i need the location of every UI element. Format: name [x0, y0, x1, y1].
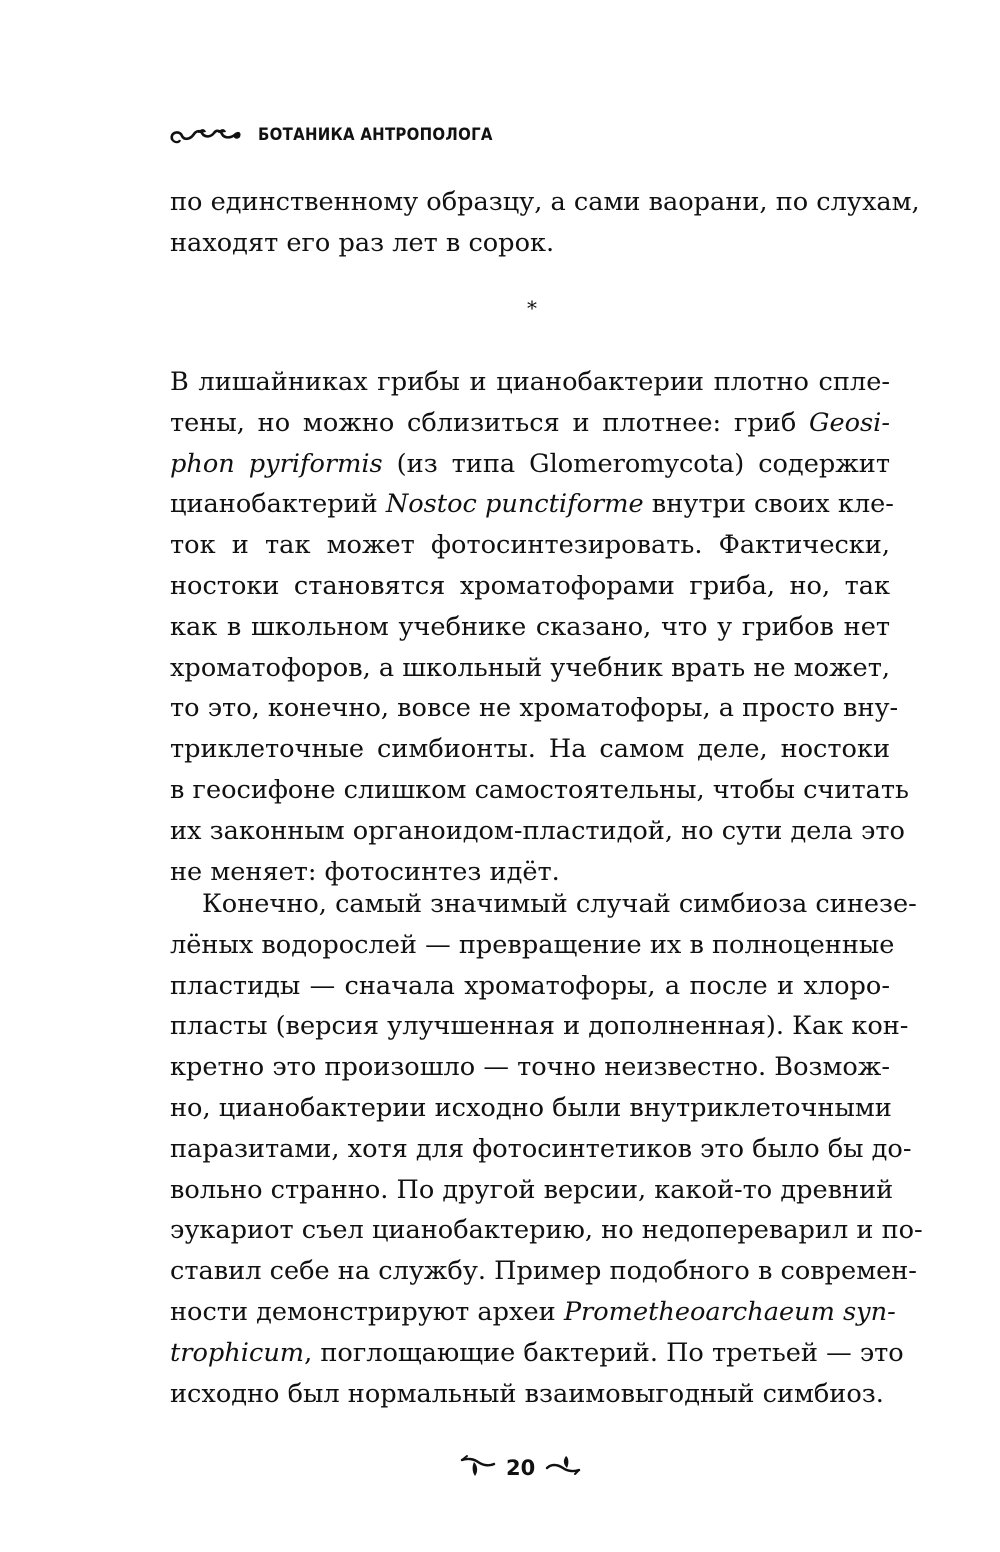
text-line: как в школьном учебнике сказано, что у грибов нет: [170, 611, 890, 642]
sprout-left-icon: [460, 1454, 496, 1482]
text-line: вольно странно. По другой версии, какой-то древний: [170, 1174, 894, 1205]
latin-species-name: Prometheoarchaeum syn-: [563, 1296, 896, 1327]
text-line: их законным органоидом-пластидой, но сути дела это: [170, 815, 905, 846]
page-folio: [460, 1454, 581, 1482]
section-break: *: [527, 296, 537, 320]
latin-species-name: trophicum: [170, 1337, 305, 1368]
paragraph-plastids: [170, 884, 923, 1414]
text-line: ности демонстрируют археи Prometheoarchaeum syn-: [170, 1296, 896, 1327]
text-line: лёных водорослей — превращение их в полноценные: [170, 929, 895, 960]
text-line: хроматофоров, а школьный учебник врать не может,: [170, 652, 890, 683]
latin-species-name: Geosi-: [809, 407, 890, 438]
text-line: в геосифоне слишком самостоятельны, чтобы считать: [170, 774, 909, 805]
text-line: то это, конечно, вовсе не хроматофоры, а просто вну-: [170, 693, 899, 724]
vine-flourish-icon: [168, 124, 244, 146]
paragraph-lichens: [170, 362, 909, 892]
page-number: 20: [506, 1456, 536, 1480]
text-line: trophicum, поглощающие бактерий. По третьей — это: [170, 1337, 904, 1368]
text-line: ток и так может фотосинтезировать. Фактически,: [170, 530, 890, 561]
running-head-title: БОТАНИКА АНТРОПОЛОГА: [258, 125, 493, 145]
running-head: [168, 124, 525, 146]
text-line: Конечно, самый значимый случай симбиоза синезе-: [202, 889, 917, 919]
text-line: ставил себе на службу. Пример подобного в современ-: [170, 1256, 917, 1287]
text-line: паразитами, хотя для фотосинтетиков это было бы до-: [170, 1133, 912, 1164]
text-line: кретно это произошло — точно неизвестно. Возмож-: [170, 1052, 890, 1083]
text-line: находят его раз лет в сорок.: [170, 227, 555, 258]
text-line: по единственному образцу, а сами ваорани, по слухам,: [170, 187, 920, 217]
text-line: но, цианобактерии исходно были внутриклеточными: [170, 1092, 892, 1123]
text-line: ностоки становятся хроматофорами гриба, но, так: [170, 570, 890, 601]
latin-species-name: Nostoc punctiforme: [385, 489, 644, 520]
text-line: phon pyriformis (из типа Glomeromycota) содержит: [170, 448, 890, 479]
text-line: цианобактерий Nostoc punctiforme внутри своих кле-: [170, 489, 894, 520]
text-line: не меняет: фотосинтез идёт.: [170, 856, 560, 887]
text-line: тены, но можно сблизиться и плотнее: гриб Geosi-: [170, 407, 890, 438]
latin-species-name: phon pyriformis: [170, 448, 383, 479]
continued-paragraph: [170, 182, 920, 264]
text-line: эукариот съел цианобактерию, но недопереварил и по-: [170, 1215, 923, 1246]
text-line: В лишайниках грибы и цианобактерии плотно спле-: [170, 367, 890, 397]
text-line: исходно был нормальный взаимовыгодный симбиоз.: [170, 1378, 884, 1409]
sprout-right-icon: [545, 1454, 581, 1482]
text-line: пластиды — сначала хроматофоры, а после и хлоро-: [170, 970, 890, 1001]
text-line: триклеточные симбионты. На самом деле, ностоки: [170, 734, 890, 765]
text-line: пласты (версия улучшенная и дополненная). Как кон-: [170, 1011, 909, 1042]
